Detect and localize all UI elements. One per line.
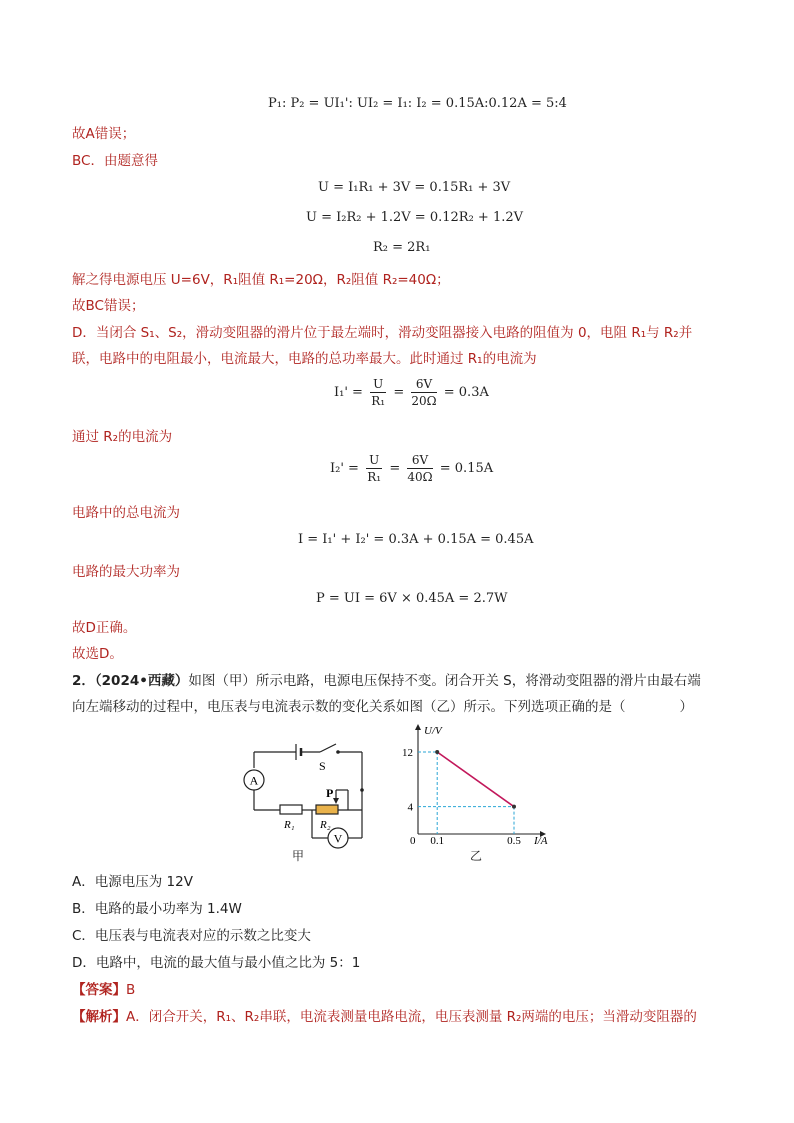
y-tick-label-1: 12 <box>402 747 413 759</box>
question-source: （2024•西藏） <box>94 673 189 689</box>
y-axis-arrow <box>415 724 421 730</box>
u-i-graph <box>400 722 560 847</box>
i1-frac-symbolic: $\frac{U}{\text{R₁}}$ <box>371 377 386 408</box>
choose-d-text: 故选D。 <box>72 646 123 662</box>
r2-label: R₂ <box>320 819 331 831</box>
question-number: 2． <box>72 673 95 689</box>
answer-value: B <box>126 982 136 998</box>
i1-frac-values: $\frac{6V}{20\Omega}$ <box>411 377 437 408</box>
answer-tag: 【答案】 <box>72 982 126 998</box>
question-text-1: 如图（甲）所示电路，电源电压保持不变。闭合开关 S，将滑动变阻器的滑片由最右端 <box>188 673 701 689</box>
d-correct-text: 故D正确。 <box>72 620 137 636</box>
analysis-text: A．闭合开关，R₁、R₂串联，电流表测量电路电流，电压表测量 R₂两端的电压；当滑动变阻器的 <box>126 1009 697 1025</box>
a-wrong-text: 故A错误； <box>72 126 136 142</box>
current-i1-equation: I₁' = $\frac{U}{\text{R₁}}$ = $\frac{6V}{20\Omega}$ = 0.3A <box>334 377 489 408</box>
x-axis-label: I/A <box>534 835 548 847</box>
option-d: D．电路中，电流的最大值与最小值之比为 5：1 <box>72 955 361 971</box>
y-axis-label: U/V <box>424 725 442 737</box>
question-2-line-1 <box>72 671 701 691</box>
i2-frac-values: $\frac{6V}{40\Omega}$ <box>407 453 433 484</box>
d-intro-line-1: D．当闭合 S₁、S₂，滑动变阻器的滑片位于最左端时，滑动变阻器接入电路的阻值为 0，电阻 R₁与 R₂并 <box>72 325 693 341</box>
total-current-equation: I = I₁' + I₂' = 0.3A + 0.15A = 0.45A <box>298 532 534 547</box>
circuit-caption: 甲 <box>292 849 305 863</box>
origin-label: 0 <box>410 835 416 847</box>
question-2-line-2: 向左端移动的过程中，电压表与电流表示数的变化关系如图（乙）所示。下列选项正确的是（ ） <box>72 699 693 715</box>
bc-intro-text: BC．由题意得 <box>72 153 158 169</box>
r1-resistor <box>280 805 302 814</box>
option-c: C．电压表与电流表对应的示数之比变大 <box>72 928 311 944</box>
r1-label: R₁ <box>284 819 295 831</box>
ammeter-label: A <box>249 773 259 788</box>
option-b: B．电路的最小功率为 1.4W <box>72 901 242 917</box>
y-tick-label-0: 4 <box>407 801 413 814</box>
equation-3: R₂ = 2R₁ <box>373 240 431 255</box>
d-intro-line-2: 联，电路中的电阻最小，电流最大，电路的总功率最大。此时通过 R₁的电流为 <box>72 351 537 367</box>
switch-blade <box>320 744 336 752</box>
x-tick-label-0: 0.1 <box>430 835 445 847</box>
circuit-diagram <box>236 740 376 865</box>
through-r2-text: 通过 R₂的电流为 <box>72 429 173 445</box>
answer-line <box>72 980 135 1000</box>
voltmeter-label: V <box>333 831 343 846</box>
data-point-0 <box>435 750 439 754</box>
option-a: A．电源电压为 12V <box>72 874 193 890</box>
data-point-1 <box>512 805 516 809</box>
current-i2-equation: I₂' = $\frac{U}{\text{R₁}}$ = $\frac{6V}{40\Omega}$ = 0.15A <box>330 453 494 484</box>
slider-label: P <box>326 786 334 800</box>
chart-caption: 乙 <box>470 849 483 863</box>
equation-2: U = I₂R₂ + 1.2V = 0.12R₂ + 1.2V <box>306 210 524 225</box>
max-power-text: 电路的最大功率为 <box>72 564 180 580</box>
i2-lhs: I₂' = <box>330 461 359 476</box>
i1-result: = 0.3A <box>443 385 489 400</box>
solve-text: 解之得电源电压 U=6V，R₁阻值 R₁=20Ω，R₂阻值 R₂=40Ω； <box>72 272 450 288</box>
i1-lhs: I₁' = <box>334 385 363 400</box>
analysis-tag: 【解析】 <box>72 1009 126 1025</box>
analysis-line <box>72 1007 697 1027</box>
x-tick-label-1: 0.5 <box>507 835 521 847</box>
max-power-equation: P = UI = 6V × 0.45A = 2.7W <box>316 591 508 606</box>
total-current-text: 电路中的总电流为 <box>72 505 180 521</box>
equation-1: U = I₁R₁ + 3V = 0.15R₁ + 3V <box>318 180 511 195</box>
data-line <box>437 752 514 807</box>
power-ratio-equation: P₁: P₂ = UI₁': UI₂ = I₁: I₂ = 0.15A:0.12A = 5:4 <box>268 96 567 111</box>
i2-result: = 0.15A <box>439 461 494 476</box>
i2-frac-symbolic: $\frac{U}{\text{R₁}}$ <box>367 453 382 484</box>
r2-resistor <box>316 805 338 814</box>
bc-wrong-text: 故BC错误； <box>72 298 145 314</box>
slider-arrow <box>333 798 339 804</box>
switch-label: S <box>319 759 326 773</box>
